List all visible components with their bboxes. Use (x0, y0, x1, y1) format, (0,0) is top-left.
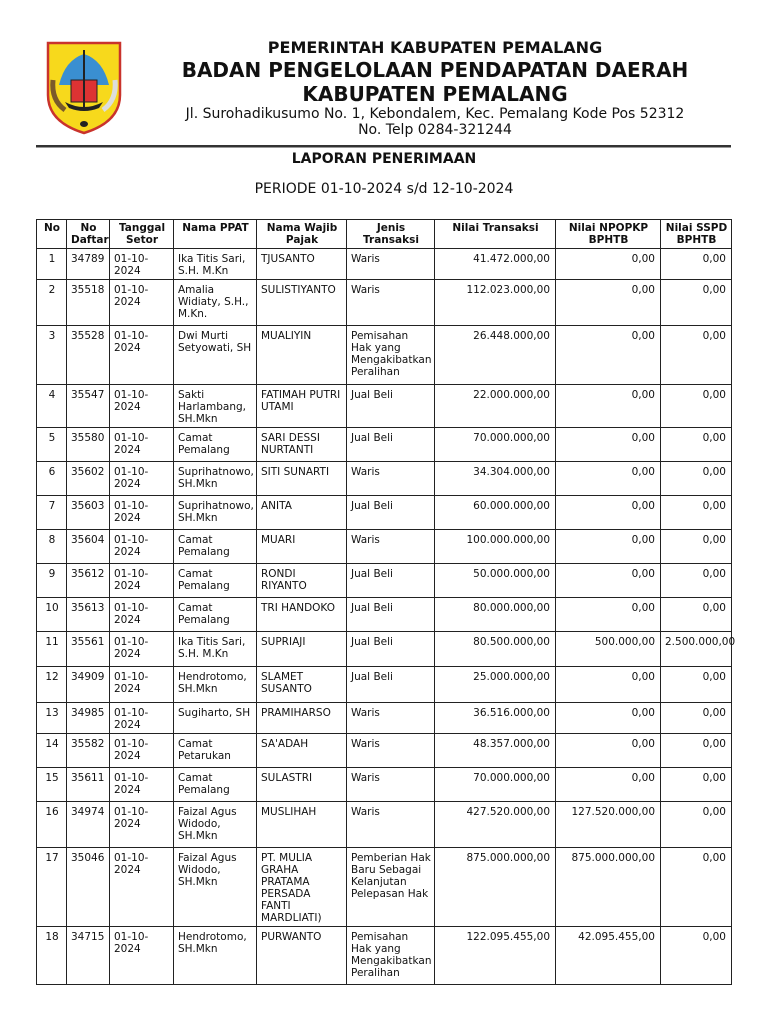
table-cell: Pemisahan Hak yang Mengakibatkan Peralihan (347, 927, 435, 985)
table-cell: 14 (37, 734, 67, 768)
table-cell: 35580 (67, 428, 110, 462)
table-cell: 01-10-2024 (110, 326, 174, 385)
table-cell: PRAMIHARSO (257, 703, 347, 734)
table-cell: SITI SUNARTI (257, 462, 347, 496)
table-cell: 0,00 (556, 703, 661, 734)
column-header: Nama PPAT (174, 220, 257, 249)
table-cell: 127.520.000,00 (556, 802, 661, 848)
table-cell: 0,00 (661, 530, 732, 564)
table-cell: 0,00 (556, 496, 661, 530)
table-cell: 0,00 (661, 734, 732, 768)
table-cell: 35561 (67, 632, 110, 667)
table-cell: 0,00 (556, 734, 661, 768)
table-cell: 13 (37, 703, 67, 734)
table-cell: 01-10-2024 (110, 598, 174, 632)
table-cell: 6 (37, 462, 67, 496)
table-row (37, 927, 732, 985)
table-cell: Pemisahan Hak yang Mengakibatkan Peralihan (347, 326, 435, 385)
table-row (37, 496, 732, 530)
table-cell: 35547 (67, 385, 110, 428)
table-cell: 01-10-2024 (110, 734, 174, 768)
table-cell: 122.095.455,00 (435, 927, 556, 985)
header-phone: No. Telp 0284-321244 (358, 122, 512, 138)
table-cell: 0,00 (661, 802, 732, 848)
table-cell: 0,00 (556, 530, 661, 564)
table-cell: 0,00 (661, 768, 732, 802)
table-cell: MUALIYIN (257, 326, 347, 385)
table-cell: 5 (37, 428, 67, 462)
table-row (37, 667, 732, 703)
table-cell: Camat Pemalang (174, 598, 257, 632)
table-cell: 35046 (67, 848, 110, 927)
table-cell: 01-10-2024 (110, 280, 174, 326)
table-cell: 01-10-2024 (110, 632, 174, 667)
table-cell: 22.000.000,00 (435, 385, 556, 428)
table-cell: Jual Beli (347, 428, 435, 462)
table-cell: SULASTRI (257, 768, 347, 802)
table-cell: SULISTIYANTO (257, 280, 347, 326)
table-cell: 34985 (67, 703, 110, 734)
column-header: Nilai NPOPKP BPHTB (556, 220, 661, 249)
table-cell: 0,00 (556, 667, 661, 703)
table-cell: 0,00 (661, 462, 732, 496)
table-row (37, 462, 732, 496)
table-cell: Waris (347, 768, 435, 802)
table-cell: 0,00 (661, 385, 732, 428)
table-cell: 26.448.000,00 (435, 326, 556, 385)
table-cell: Ika Titis Sari, S.H. M.Kn (174, 632, 257, 667)
table-row (37, 768, 732, 802)
table-cell: Jual Beli (347, 632, 435, 667)
table-cell: 1 (37, 249, 67, 280)
table-header-row (37, 220, 732, 249)
table-cell: Camat Pemalang (174, 428, 257, 462)
table-cell: 36.516.000,00 (435, 703, 556, 734)
table-cell: 50.000.000,00 (435, 564, 556, 598)
table-cell: 4 (37, 385, 67, 428)
table-cell: 7 (37, 496, 67, 530)
table-cell: Camat Pemalang (174, 530, 257, 564)
table-cell: 0,00 (556, 280, 661, 326)
table-cell: SUPRIAJI (257, 632, 347, 667)
column-header: Tanggal Setor (110, 220, 174, 249)
table-cell: 875.000.000,00 (435, 848, 556, 927)
table-cell: Jual Beli (347, 598, 435, 632)
table-cell: Waris (347, 530, 435, 564)
table-cell: TJUSANTO (257, 249, 347, 280)
column-header: No Daftar (67, 220, 110, 249)
table-cell: Waris (347, 734, 435, 768)
table-cell: Dwi Murti Setyowati, SH (174, 326, 257, 385)
table-cell: 9 (37, 564, 67, 598)
table-row (37, 249, 732, 280)
column-header: Jenis Transaksi (347, 220, 435, 249)
table-cell: PURWANTO (257, 927, 347, 985)
table-cell: 15 (37, 768, 67, 802)
table-cell: SA'ADAH (257, 734, 347, 768)
table-row (37, 280, 732, 326)
table-cell: 01-10-2024 (110, 530, 174, 564)
table-cell: 41.472.000,00 (435, 249, 556, 280)
table-cell: 0,00 (661, 667, 732, 703)
table-cell: Faizal Agus Widodo, SH.Mkn (174, 802, 257, 848)
table-cell: FATIMAH PUTRI UTAMI (257, 385, 347, 428)
report-period: PERIODE 01-10-2024 s/d 12-10-2024 (254, 181, 514, 197)
table-cell: 70.000.000,00 (435, 428, 556, 462)
table-cell: 35582 (67, 734, 110, 768)
table-cell: 100.000.000,00 (435, 530, 556, 564)
column-header: Nama Wajib Pajak (257, 220, 347, 249)
table-cell: 17 (37, 848, 67, 927)
table-cell: 34.304.000,00 (435, 462, 556, 496)
table-cell: 01-10-2024 (110, 385, 174, 428)
table-cell: 01-10-2024 (110, 927, 174, 985)
table-cell: 112.023.000,00 (435, 280, 556, 326)
table-cell: 0,00 (556, 768, 661, 802)
table-cell: 875.000.000,00 (556, 848, 661, 927)
table-cell: 01-10-2024 (110, 703, 174, 734)
column-header: Nilai SSPD BPHTB (661, 220, 732, 249)
table-cell: Waris (347, 280, 435, 326)
table-cell: 35603 (67, 496, 110, 530)
table-cell: 0,00 (661, 496, 732, 530)
header-regency: KABUPATEN PEMALANG (302, 82, 568, 106)
table-cell: 01-10-2024 (110, 564, 174, 598)
table-cell: 0,00 (661, 848, 732, 927)
table-cell: Hendrotomo, SH.Mkn (174, 927, 257, 985)
table-cell: Suprihatnowo, SH.Mkn (174, 496, 257, 530)
table-cell: 18 (37, 927, 67, 985)
table-cell: Jual Beli (347, 667, 435, 703)
table-cell: 35611 (67, 768, 110, 802)
table-cell: Hendrotomo, SH.Mkn (174, 667, 257, 703)
table-row (37, 802, 732, 848)
table-row (37, 326, 732, 385)
table-cell: 16 (37, 802, 67, 848)
table-row (37, 598, 732, 632)
table-row (37, 632, 732, 667)
table-row (37, 428, 732, 462)
table-cell: 0,00 (556, 326, 661, 385)
header-government: PEMERINTAH KABUPATEN PEMALANG (267, 38, 603, 57)
table-cell: Waris (347, 462, 435, 496)
table-cell: 0,00 (661, 598, 732, 632)
table-cell: 01-10-2024 (110, 802, 174, 848)
table-cell: 60.000.000,00 (435, 496, 556, 530)
table-cell: Jual Beli (347, 385, 435, 428)
table-cell: Waris (347, 249, 435, 280)
table-cell: 12 (37, 667, 67, 703)
table-cell: 35604 (67, 530, 110, 564)
table-cell: 01-10-2024 (110, 496, 174, 530)
table-cell: TRI HANDOKO (257, 598, 347, 632)
table-cell: Jual Beli (347, 496, 435, 530)
table-cell: SLAMET SUSANTO (257, 667, 347, 703)
table-cell: 01-10-2024 (110, 249, 174, 280)
table-cell: Waris (347, 703, 435, 734)
table-cell: SARI DESSI NURTANTI (257, 428, 347, 462)
header-divider (36, 145, 731, 148)
table-cell: 0,00 (556, 462, 661, 496)
table-cell: 01-10-2024 (110, 848, 174, 927)
table-cell: 01-10-2024 (110, 667, 174, 703)
table-cell: 35612 (67, 564, 110, 598)
table-cell: MUSLIHAH (257, 802, 347, 848)
table-cell: 500.000,00 (556, 632, 661, 667)
table-cell: 80.500.000,00 (435, 632, 556, 667)
table-cell: Waris (347, 802, 435, 848)
table-cell: 48.357.000,00 (435, 734, 556, 768)
header-agency: BADAN PENGELOLAAN PENDAPATAN DAERAH (181, 58, 689, 82)
table-cell: 0,00 (556, 385, 661, 428)
table-cell: Camat Pemalang (174, 564, 257, 598)
table-cell: 34715 (67, 927, 110, 985)
table-cell: 34909 (67, 667, 110, 703)
table-cell: 0,00 (556, 564, 661, 598)
table-cell: Pemberian Hak Baru Sebagai Kelanjutan Pelepasan Hak (347, 848, 435, 927)
table-cell: 0,00 (661, 249, 732, 280)
table-cell: 0,00 (661, 326, 732, 385)
table-cell: 42.095.455,00 (556, 927, 661, 985)
table-cell: Camat Petarukan (174, 734, 257, 768)
table-cell: MUARI (257, 530, 347, 564)
report-title: LAPORAN PENERIMAAN (291, 151, 477, 167)
table-cell: Amalia Widiaty, S.H., M.Kn. (174, 280, 257, 326)
table-cell: PT. MULIA GRAHA PRATAMA PERSADA FANTI MARDLIATI) (257, 848, 347, 927)
column-header: Nilai Transaksi (435, 220, 556, 249)
table-cell: 0,00 (661, 564, 732, 598)
table-cell: 8 (37, 530, 67, 564)
table-cell: 25.000.000,00 (435, 667, 556, 703)
table-cell: 80.000.000,00 (435, 598, 556, 632)
table-cell: 0,00 (556, 598, 661, 632)
table-cell: Sugiharto, SH (174, 703, 257, 734)
table-cell: Ika Titis Sari, S.H. M.Kn (174, 249, 257, 280)
table-cell: 2 (37, 280, 67, 326)
table-cell: 0,00 (661, 280, 732, 326)
table-cell: 35602 (67, 462, 110, 496)
table-cell: Suprihatnowo, SH.Mkn (174, 462, 257, 496)
table-cell: 70.000.000,00 (435, 768, 556, 802)
table-cell: 0,00 (661, 703, 732, 734)
table-cell: 10 (37, 598, 67, 632)
table-cell: 01-10-2024 (110, 768, 174, 802)
table-cell: 0,00 (661, 927, 732, 985)
table-row (37, 848, 732, 927)
table-cell: 2.500.000,00 (661, 632, 732, 667)
header-address: Jl. Surohadikusumo No. 1, Kebondalem, Kec. Pemalang Kode Pos 52312 (185, 106, 685, 122)
table-cell: 11 (37, 632, 67, 667)
table-cell: 01-10-2024 (110, 462, 174, 496)
table-cell: 427.520.000,00 (435, 802, 556, 848)
table-cell: 34789 (67, 249, 110, 280)
table-row (37, 385, 732, 428)
table-row (37, 530, 732, 564)
table-row (37, 703, 732, 734)
table-cell: 0,00 (556, 249, 661, 280)
table-cell: Camat Pemalang (174, 768, 257, 802)
table-cell: 35528 (67, 326, 110, 385)
table-cell: 0,00 (556, 428, 661, 462)
table-cell: 35613 (67, 598, 110, 632)
table-row (37, 564, 732, 598)
table-cell: 3 (37, 326, 67, 385)
table-cell: RONDI RIYANTO (257, 564, 347, 598)
receipts-table (36, 219, 736, 985)
table-cell: 35518 (67, 280, 110, 326)
table-cell: ANITA (257, 496, 347, 530)
table-cell: 34974 (67, 802, 110, 848)
table-cell: Faizal Agus Widodo, SH.Mkn (174, 848, 257, 927)
column-header: No (37, 220, 67, 249)
table-cell: 0,00 (661, 428, 732, 462)
table-cell: Sakti Harlambang, SH.Mkn (174, 385, 257, 428)
table-cell: Jual Beli (347, 564, 435, 598)
table-row (37, 734, 732, 768)
table-cell: 01-10-2024 (110, 428, 174, 462)
